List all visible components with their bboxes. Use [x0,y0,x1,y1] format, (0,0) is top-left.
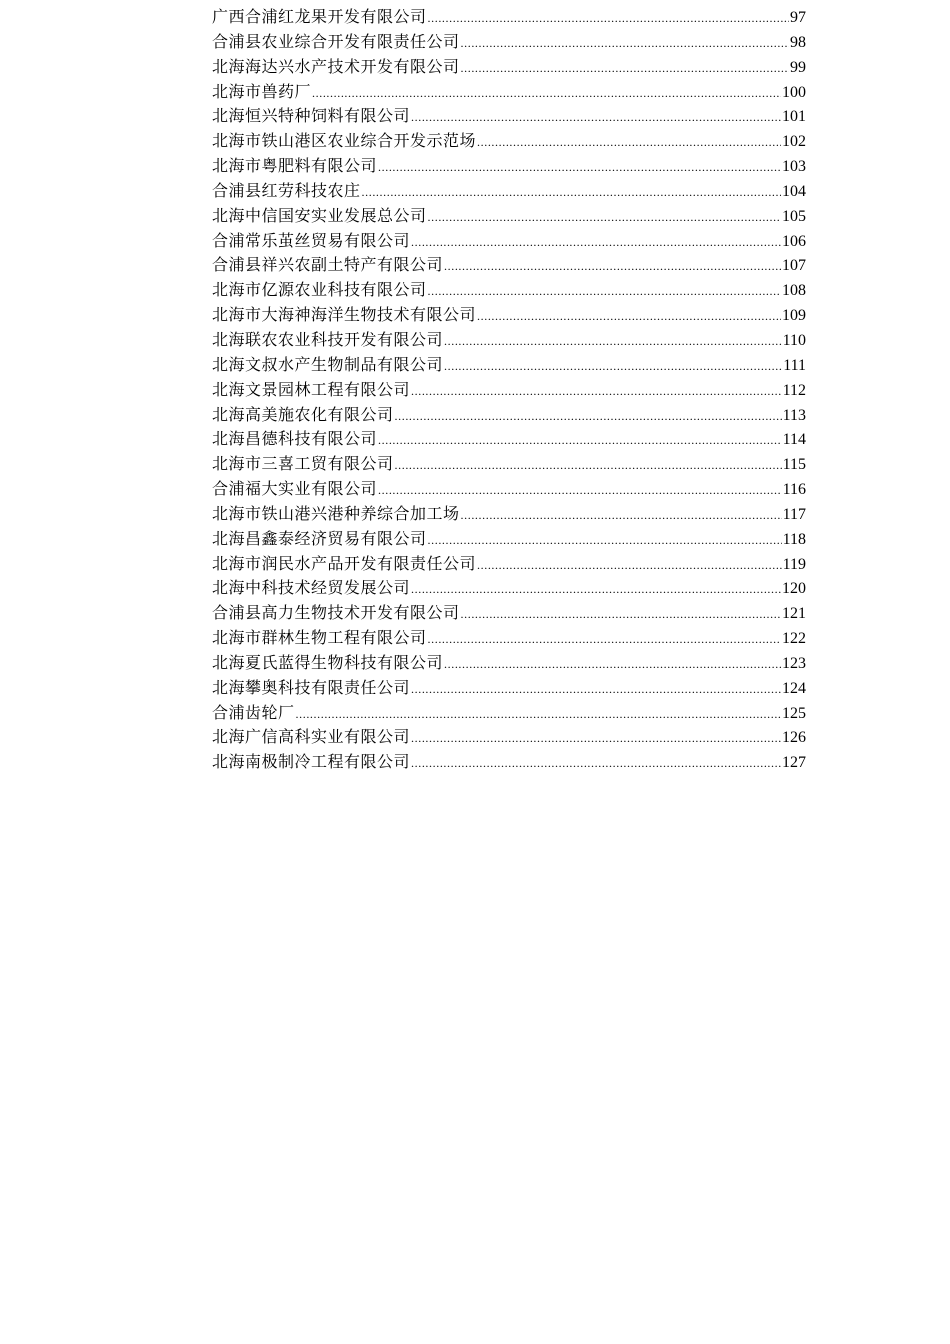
toc-dot-leader [395,404,782,429]
toc-dot-leader [444,652,781,677]
toc-entry[interactable] [212,104,806,129]
toc-entry-title: 北海市三喜工贸有限公司 [212,454,394,474]
toc-dot-leader [428,6,789,31]
toc-entry-title: 北海市兽药厂 [212,81,312,101]
toc-entry[interactable] [212,601,806,626]
table-of-contents [212,5,806,775]
toc-entry[interactable] [212,626,806,651]
toc-page-number: 119 [782,555,806,573]
toc-page-number: 106 [782,232,806,250]
toc-page-number: 102 [782,133,806,151]
toc-entry-title: 北海市铁山港区农业综合开发示范场 [212,131,477,151]
toc-dot-leader [362,180,781,205]
toc-entry[interactable] [212,502,806,527]
toc-page-number: 97 [790,9,806,26]
toc-dot-leader [411,379,782,404]
toc-entry[interactable] [212,552,806,577]
toc-page-number: 108 [782,282,806,300]
toc-dot-leader [461,503,782,528]
toc-page-number: 103 [782,158,806,176]
toc-page-number: 109 [782,307,806,325]
toc-entry-title: 合浦县高力生物技术开发有限公司 [212,603,460,623]
toc-entry[interactable] [212,179,806,204]
toc-dot-leader [411,105,781,130]
toc-page-number: 110 [782,331,806,349]
toc-entry-title: 北海市大海神海洋生物技术有限公司 [212,305,477,325]
toc-dot-leader [296,702,781,727]
toc-page-number: 114 [782,431,806,449]
toc-entry-title: 合浦县农业综合开发有限责任公司 [212,31,460,51]
toc-entry[interactable] [212,55,806,80]
toc-entry[interactable] [212,353,806,378]
toc-entry[interactable] [212,229,806,254]
toc-entry[interactable] [212,403,806,428]
toc-entry-title: 合浦常乐茧丝贸易有限公司 [212,230,411,250]
toc-dot-leader [461,56,789,81]
toc-page-number: 107 [782,257,806,275]
toc-dot-leader [411,751,781,776]
toc-entry[interactable] [212,576,806,601]
toc-page-number: 121 [782,605,806,623]
toc-entry[interactable] [212,725,806,750]
toc-page-number: 100 [782,83,806,101]
toc-dot-leader [411,726,781,751]
toc-entry-title: 北海市群林生物工程有限公司 [212,628,427,648]
toc-entry[interactable] [212,328,806,353]
toc-dot-leader [411,230,781,255]
toc-dot-leader [477,130,781,155]
toc-page-number: 112 [782,381,806,399]
toc-page-number: 98 [790,33,806,51]
toc-entry-title: 北海市铁山港兴港种养综合加工场 [212,503,460,523]
toc-entry[interactable] [212,750,806,775]
toc-entry[interactable] [212,452,806,477]
toc-dot-leader [411,577,781,602]
toc-dot-leader [428,528,782,553]
toc-entry-title: 北海夏氏蓝得生物科技有限公司 [212,652,444,672]
toc-dot-leader [477,304,781,329]
toc-entry-title: 北海昌鑫泰经济贸易有限公司 [212,528,427,548]
toc-entry[interactable] [212,701,806,726]
toc-page-number: 122 [782,630,806,648]
toc-entry-title: 合浦齿轮厂 [212,702,295,722]
toc-entry-title: 北海攀奥科技有限责任公司 [212,677,411,697]
toc-page-number: 118 [782,530,806,548]
toc-entry[interactable] [212,5,806,30]
toc-entry[interactable] [212,154,806,179]
toc-entry-title: 合浦福大实业有限公司 [212,479,378,499]
toc-dot-leader [461,31,789,56]
toc-entry-title: 北海中科技术经贸发展公司 [212,578,411,598]
toc-entry[interactable] [212,129,806,154]
toc-dot-leader [428,627,781,652]
toc-entry-title: 北海市粤肥料有限公司 [212,156,378,176]
toc-dot-leader [411,677,781,702]
toc-page-number: 127 [782,754,806,772]
toc-dot-leader [461,602,781,627]
toc-page-number: 123 [782,654,806,672]
toc-dot-leader [477,553,782,578]
toc-entry-title: 北海高美施农化有限公司 [212,404,394,424]
toc-dot-leader [378,478,782,503]
toc-page-number: 115 [782,456,806,474]
toc-entry[interactable] [212,278,806,303]
toc-entry[interactable] [212,676,806,701]
toc-page-number: 125 [782,704,806,722]
toc-entry[interactable] [212,527,806,552]
toc-page-number: 104 [782,182,806,200]
toc-entry-title: 北海南极制冷工程有限公司 [212,752,411,772]
toc-entry[interactable] [212,30,806,55]
toc-entry[interactable] [212,651,806,676]
toc-entry-title: 广西合浦红龙果开发有限公司 [212,7,427,26]
toc-page-number: 126 [782,729,806,747]
toc-entry-title: 北海市亿源农业科技有限公司 [212,280,427,300]
toc-entry-title: 北海广信高科实业有限公司 [212,727,411,747]
toc-entry-title: 北海市润民水产品开发有限责任公司 [212,553,477,573]
toc-dot-leader [395,453,782,478]
toc-dot-leader [444,254,781,279]
toc-entry-title: 北海恒兴特种饲料有限公司 [212,106,411,126]
toc-page-number: 124 [782,679,806,697]
toc-dot-leader [428,279,781,304]
toc-page-number: 101 [782,108,806,126]
toc-entry[interactable] [212,80,806,105]
toc-dot-leader [312,81,781,106]
toc-entry[interactable] [212,378,806,403]
toc-entry[interactable] [212,427,806,452]
toc-entry-title: 北海文景园林工程有限公司 [212,379,411,399]
toc-page-number: 99 [790,58,806,76]
toc-page-number: 120 [782,580,806,598]
toc-entry-title: 北海中信国安实业发展总公司 [212,205,427,225]
toc-page-number: 117 [782,505,806,523]
toc-dot-leader [444,329,782,354]
toc-entry[interactable] [212,303,806,328]
toc-dot-leader [444,354,782,379]
toc-entry-title: 北海昌德科技有限公司 [212,429,378,449]
toc-entry[interactable] [212,477,806,502]
toc-dot-leader [378,155,781,180]
toc-dot-leader [378,428,782,453]
toc-page-number: 111 [783,356,806,374]
toc-entry-title: 合浦县祥兴农副土特产有限公司 [212,255,444,275]
toc-entry-title: 合浦县红劳科技农庄 [212,180,361,200]
toc-entry-title: 北海文叔水产生物制品有限公司 [212,354,444,374]
toc-entry-title: 北海海达兴水产技术开发有限公司 [212,56,460,76]
toc-page-number: 113 [782,406,806,424]
toc-page-number: 105 [782,207,806,225]
toc-dot-leader [428,205,781,230]
toc-entry[interactable] [212,204,806,229]
toc-page-number: 116 [782,481,806,499]
toc-entry[interactable] [212,253,806,278]
toc-entry-title: 北海联农农业科技开发有限公司 [212,329,444,349]
